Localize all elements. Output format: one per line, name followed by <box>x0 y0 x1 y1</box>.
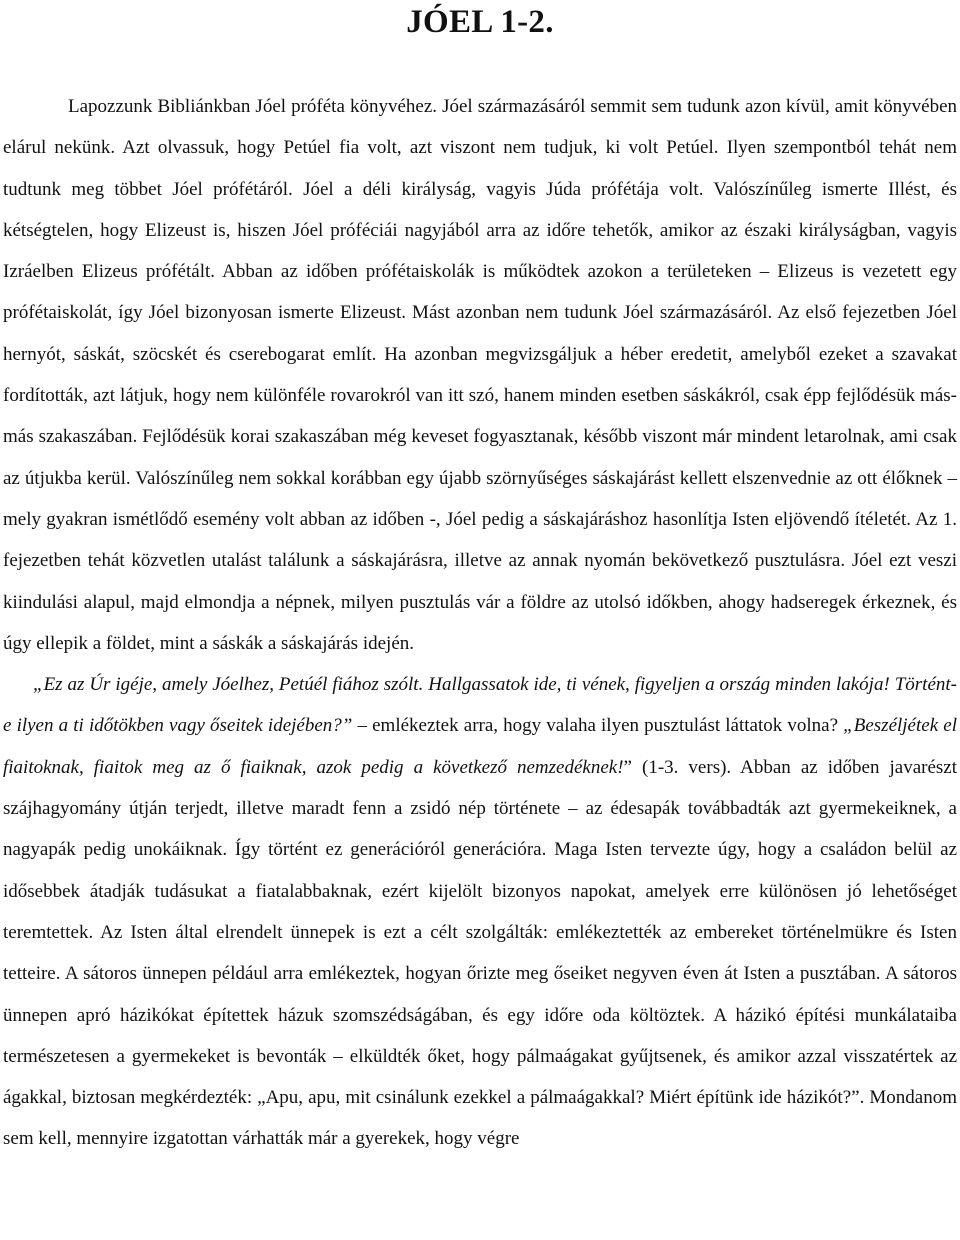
paragraph-intro: Lapozzunk Bibliánkban Jóel próféta könyvéhez. Jóel származásáról semmit sem tudunk azon kívül, amit könyvében elárul nekünk. Azt olvassuk, hogy Petúel fia volt, azt viszont nem tudjuk, ki volt Petúel. Ilyen szempontból tehát nem tudtunk meg többet Jóel prófétáról. Jóel a déli királyság, vagyis Júda prófétája volt. Valószínűleg ismerte Illést, és kétségtelen, hogy Elizeust is, hiszen Jóel próféciái nagyjából arra az időre tehetők, amikor az északi királyságban, vagyis Izráelben Elizeus prófétált. Abban az időben prófétaiskolák is működtek azokon a területeken – Elizeus is vezetett egy prófétaiskolát, így Jóel bizonyosan ismerte Elizeust. Mást azonban nem tudunk Jóel származásáról. Az első fejezetben Jóel hernyót, sáskát, szöcskét és cserebogarat említ. Ha azonban megvizsgáljuk a héber eredetit, amelyből ezeket a szavakat fordították, azt látjuk, hogy nem különféle rovarokról van itt szó, hanem minden esetben sáskákról, csak épp fejlődésük más-más szakaszában. Fejlődésük korai szakaszában még keveset fogyasztanak, később viszont már mindent letarolnak, ami csak az útjukba kerül. Valószínűleg nem sokkal korábban egy újabb szörnyűséges sáskajárást kellett elszenvednie az ott élőknek – mely gyakran ismétlődő esemény volt abban az időben -, Jóel pedig a sáskajáráshoz hasonlítja Isten eljövendő ítéletét. Az 1. fejezetben tehát közvetlen utalást találunk a sáskajárásra, illetve az annak nyomán bekövetkező pusztulásra. Jóel ezt veszi kiindulási alapul, majd elmondja a népnek, milyen pusztulás vár a földre az utolsó időkben, ahogy hadseregek érkeznek, és úgy ellepik a földet, mint a sáskák a sáskajárás idején. <box>3 96 957 654</box>
scripture-quote-1: „Ez az Úr igéje, amely Jóelhez, Petúél fiához szólt. Hallgassatok ide, ti vének, figyeljen a ország minden lakója! Történt-e ilyen a ti időtökben vagy őseitek idejében?” <box>3 674 957 737</box>
document-body <box>3 86 957 1160</box>
quote-1-commentary: – emlékeztek arra, hogy valaha ilyen pusztulást láttatok volna? <box>352 715 844 737</box>
paragraph-quote <box>3 664 957 1160</box>
scripture-quote-2: „Beszéljétek el fiaitoknak, fiaitok meg az ő fiaiknak, azok pedig a következő nemzedéknek! <box>3 715 957 778</box>
page-title: JÓEL 1-2. <box>406 4 554 40</box>
quote-2-commentary: ” (1-3. vers). Abban az időben javarészt szájhagyomány útján terjedt, illetve maradt fenn a zsidó nép története – az édesapák továbbadták azt gyermekeiknek, a nagyapák pedig unokáiknak. Így történt ez generációról generációra. Maga Isten tervezte úgy, hogy a családon belül az idősebbek átadják tudásukat a fiatalabbaknak, ezért kijelölt bizonyos napokat, amelyek erre különösen jó lehetőséget teremtettek. Az Isten által elrendelt ünnepek is ezt a célt szolgálták: emlékeztették az embereket történelmükre és Isten tetteire. A sátoros ünnepen például arra emlékeztek, hogyan őrizte meg őseiket negyven éven át Isten a pusztában. A sátoros ünnepen apró házikókat építettek házuk szomszédságában, és egy időre oda költöztek. A házikó építési munkálataiba természetesen a gyermekeket is bevonták – elküldték őket, hogy pálmaágakat gyűjtsenek, és amikor azzal visszatértek az ágakkal, biztosan megkérdezték: „Apu, apu, mit csinálunk ezekkel a pálmaágakkal? Miért építünk ide házikót?”. Mondanom sem kell, mennyire izgatottan várhatták már a gyerekek, hogy végre <box>3 756 957 1150</box>
